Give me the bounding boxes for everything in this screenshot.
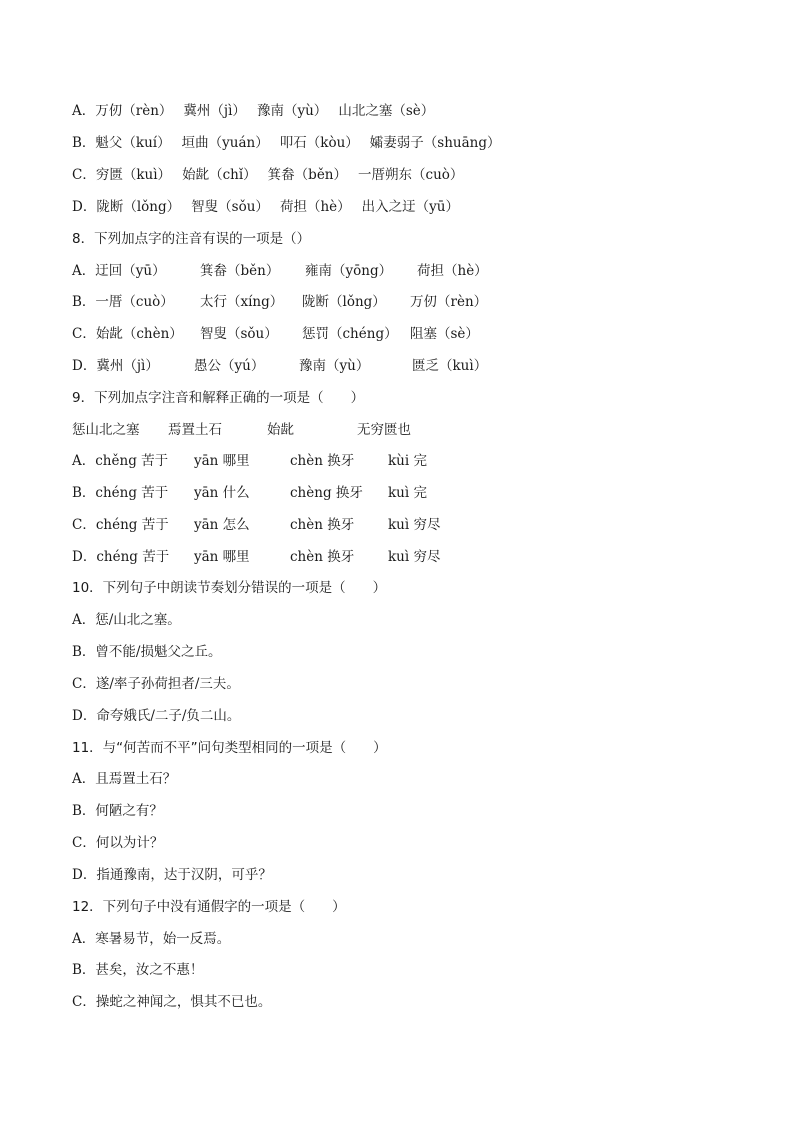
q9-c-1: C．chéng 苦于 xyxy=(72,517,169,533)
q10-option-b: B．曾不能/损魁父之丘。 xyxy=(72,644,222,660)
q11-option-d: D．指通豫南，达于汉阴，可乎？ xyxy=(72,867,272,883)
q9-b-2: yān 什么 xyxy=(194,485,250,501)
q9-c-3: chèn 换牙 xyxy=(290,517,355,533)
q9-word-4: 无穷匮也 xyxy=(357,422,411,438)
q9-b-3: chèng 换牙 xyxy=(290,485,363,501)
q9-b-1: B．chéng 苦于 xyxy=(72,485,169,501)
q8-b-4: 万仞（rèn） xyxy=(410,294,488,310)
q9-a-2: yān 哪里 xyxy=(194,453,250,469)
q7-option-c: C．穷匮（kuì） 始龀（chǐ） 箕畚（běn） 一厝朔东（cuò） xyxy=(72,167,464,183)
q12-stem: 12．下列句子中没有通假字的一项是（ ） xyxy=(72,899,346,915)
q9-c-4: kuì 穷尽 xyxy=(388,517,441,533)
q9-word-1: 惩山北之塞 xyxy=(72,422,140,438)
q9-c-2: yān 怎么 xyxy=(194,517,250,533)
q10-option-a: A．惩/山北之塞。 xyxy=(72,612,181,628)
q8-b-1: B．一厝（cuò） xyxy=(72,294,174,310)
q8-d-4: 匮乏（kuì） xyxy=(412,358,488,374)
q12-option-c: C．操蛇之神闻之，惧其不已也。 xyxy=(72,994,272,1010)
q8-a-1: A．迂回（yū） xyxy=(72,263,166,279)
q10-option-d: D．命夸娥氏/二子/负二山。 xyxy=(72,708,241,724)
q8-stem: 8．下列加点字的注音有误的一项是（） xyxy=(72,231,311,247)
q9-d-2: yān 哪里 xyxy=(194,549,250,565)
q9-d-4: kuì 穷尽 xyxy=(388,549,441,565)
q12-option-a: A．寒暑易节，始一反焉。 xyxy=(72,931,231,947)
q8-b-2: 太行（xíng） xyxy=(200,294,284,310)
q9-d-1: D．chéng 苦于 xyxy=(72,549,170,565)
q10-stem: 10．下列句子中朗读节奏划分错误的一项是（ ） xyxy=(72,580,387,596)
q9-a-1: A．chěng 苦于 xyxy=(72,453,169,469)
q9-d-3: chèn 换牙 xyxy=(290,549,355,565)
q8-a-4: 荷担（hè） xyxy=(417,263,488,279)
q9-word-3: 始龀 xyxy=(267,422,294,438)
q8-c-4: 阻塞（sè） xyxy=(410,326,479,342)
q7-option-b: B．魁父（kuí） 垣曲（yuán） 叩石（kòu） 孀妻弱子（shuāng） xyxy=(72,135,501,151)
q8-d-3: 豫南（yù） xyxy=(299,358,370,374)
q11-option-b: B．何陋之有？ xyxy=(72,803,163,819)
q10-option-c: C．遂/率子孙荷担者/三夫。 xyxy=(72,676,240,692)
q8-a-2: 箕畚（běn） xyxy=(200,263,280,279)
q8-c-1: C．始龀（chèn） xyxy=(72,326,183,342)
q8-b-3: 陇断（lǒng） xyxy=(302,294,386,310)
q9-a-4: kùi 完 xyxy=(388,453,427,469)
q8-c-3: 惩罚（chéng） xyxy=(302,326,398,342)
q8-a-3: 雍南（yōng） xyxy=(305,263,393,279)
q8-d-2: 愚公（yú） xyxy=(194,358,265,374)
q11-stem: 11．与“何苦而不平”问句类型相同的一项是（ ） xyxy=(72,740,387,756)
q7-option-d: D．陇断（lǒng） 智叟（sǒu） 荷担（hè） 出入之迂（yū） xyxy=(72,199,459,215)
q9-b-4: kuì 完 xyxy=(388,485,427,501)
q9-word-2: 焉置土石 xyxy=(168,422,222,438)
q12-option-b: B．甚矣，汝之不惠！ xyxy=(72,962,204,978)
q7-option-a: A．万仞（rèn） 冀州（jì） 豫南（yù） 山北之塞（sè） xyxy=(72,103,435,119)
q8-c-2: 智叟（sǒu） xyxy=(200,326,278,342)
q11-option-a: A．且焉置土石？ xyxy=(72,771,177,787)
q9-stem: 9．下列加点字注音和解释正确的一项是（ ） xyxy=(72,390,365,406)
q8-d-1: D．冀州（jì） xyxy=(72,358,159,374)
q9-a-3: chèn 换牙 xyxy=(290,453,355,469)
q11-option-c: C．何以为计？ xyxy=(72,835,164,851)
